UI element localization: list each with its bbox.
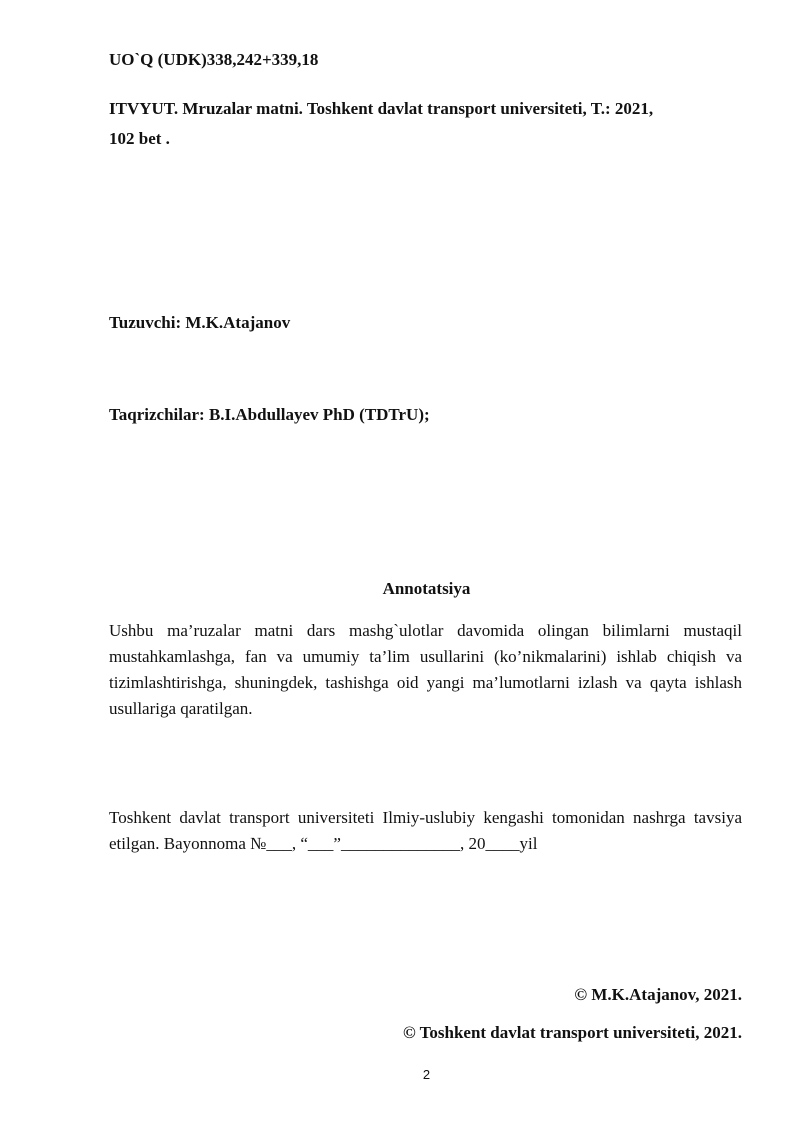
bibliography-line-1: ITVYUT. Mruzalar matni. Toshkent davlat transport universiteti, T.: 2021, [109,99,654,118]
annotation-heading: Annotatsiya [382,579,471,598]
recommendation-text: Toshkent davlat transport universiteti Ilmiy-uslubiy kengashi tomonidan nashrga tavsiya etilgan. Bayonnoma №___, “___”______________, 20____yil [109,808,742,853]
page-number: 2 [422,1067,431,1082]
reviewers-line: Taqrizchilar: B.I.Abdullayev PhD (TDTrU); [109,405,430,424]
copyright-author: © M.K.Atajanov, 2021. [574,985,742,1004]
author-line: Tuzuvchi: M.K.Atajanov [109,313,291,332]
annotation-text: Ushbu ma’ruzalar matni dars mashg`ulotlar davomida olingan bilimlarni mustaqil mustahkamlashga, fan va umumiy ta’lim usullarini (ko’nikmalarini) ishlab chiqish va tizimlashtirishga, shuningdek, tashishga oid yangi ma’lumotlarni izlash va qayta ishlash usullariga qaratilgan. [109,621,742,718]
copyright-university: © Toshkent davlat transport universiteti, 2021. [402,1023,742,1042]
bibliography-line-2: 102 bet . [109,129,170,148]
udk-code: UO`Q (UDK)338,242+339,18 [109,50,319,69]
